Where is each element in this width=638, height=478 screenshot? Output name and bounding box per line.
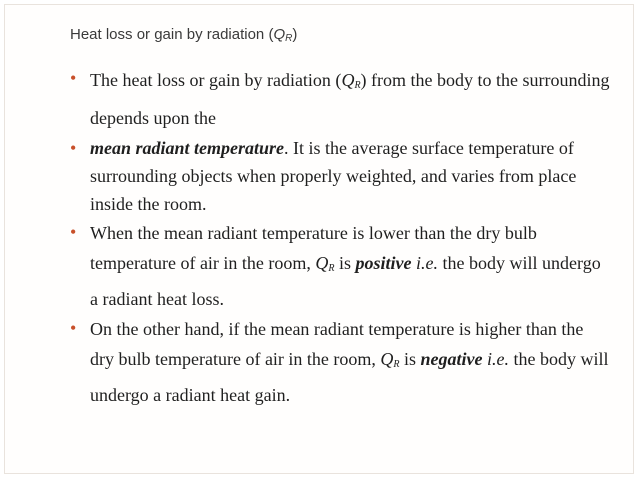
bullet-list xyxy=(70,64,610,410)
title-prefix: Heat loss or gain by radiation ( xyxy=(70,26,274,43)
bullet-item xyxy=(70,64,610,134)
bullet-text: mean radiant temperature. It is the average surface temperature of surrounding objects when properly weighted, and varies from place inside the room. xyxy=(90,138,577,214)
ie-abbrev: i.e. xyxy=(411,253,439,273)
bullet-item xyxy=(70,314,610,410)
bullet-text: On the other hand, if the mean radiant temperature is higher than the dry bulb temperature of air in the room, $Q_R$ is negative i.e. the body will undergo a radiant heat gain. xyxy=(90,319,609,405)
bullet-dot-icon: • xyxy=(70,68,77,88)
bullet-text: When the mean radiant temperature is lower than the dry bulb temperature of air in the room, $Q_R$ is positive i.e. the body will undergo a radiant heat loss. xyxy=(90,223,601,309)
bullet-item xyxy=(70,134,610,218)
bullet-text: The heat loss or gain by radiation $(Q_R)$ from the body to the surrounding depends upon the xyxy=(90,70,610,128)
bullet-dot-icon: • xyxy=(70,138,77,158)
title-q-symbol: $Q_R$ xyxy=(273,26,293,44)
positive-emphasis: positive xyxy=(355,253,412,273)
negative-emphasis: negative xyxy=(420,349,483,369)
ie-abbrev: i.e. xyxy=(482,349,510,369)
q-symbol: $Q_R$ xyxy=(341,70,361,91)
title-suffix: ) xyxy=(292,26,298,43)
bullet-dot-icon: • xyxy=(70,222,77,242)
q-symbol: $Q_R$ xyxy=(380,349,400,370)
q-symbol: $Q_R$ xyxy=(315,253,335,274)
slide-title xyxy=(70,26,297,44)
term-emphasis: mean radiant temperature xyxy=(90,138,285,158)
bullet-item xyxy=(70,218,610,314)
bullet-dot-icon: • xyxy=(70,318,77,338)
